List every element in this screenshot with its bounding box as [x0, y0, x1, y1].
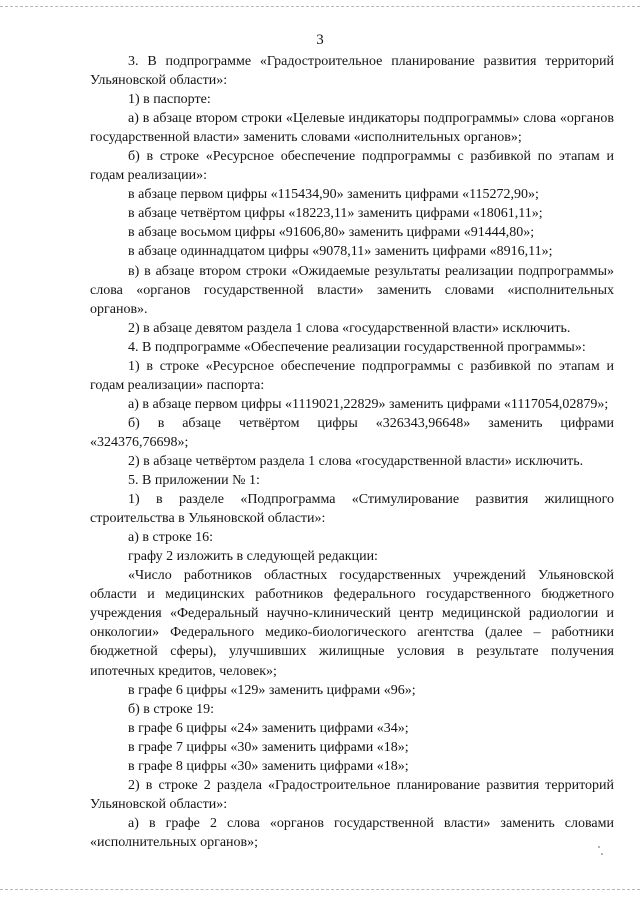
paragraph: б) в абзаце четвёртом цифры «326343,96648» заменить цифрами «324376,76698»; — [90, 415, 614, 450]
paragraph: а) в строке 16: — [128, 530, 214, 546]
paragraph: 1) в разделе «Подпрограмма «Стимулирование развития жилищного строительства в Ульяновской области»: — [90, 492, 614, 527]
paragraph: в абзаце одиннадцатом цифры «9078,11» заменить цифрами «8916,11»; — [128, 244, 553, 260]
paragraph: 2) в строке 2 раздела «Градостроительное планирование развития территорий Ульяновской области»: — [90, 777, 614, 812]
paragraph: 2) в абзаце четвёртом раздела 1 слова «государственной власти» исключить. — [128, 453, 584, 469]
paragraph: 1) в строке «Ресурсное обеспечение подпрограммы с разбивкой по этапам и годам реализации» паспорта: — [90, 358, 614, 393]
paragraph: в абзаце первом цифры «115434,90» заменить цифрами «115272,90»; — [128, 187, 539, 203]
scan-speck — [598, 846, 600, 848]
paragraph: 5. В приложении № 1: — [128, 473, 260, 489]
paragraph: «Число работников областных государственных учреждений Ульяновской области и медицинских работников федерального государственного бюджетного учреждения «Федеральный научно-клинический центр медицинской радиологии и онкологии» Федерального медико-биологического агентства (далее – работники бюджетной сферы), улучшивших жилищные условия в результате получения ипотечных кредитов, человек»; — [90, 568, 614, 679]
paragraph: в абзаце восьмом цифры «91606,80» заменить цифрами «91444,80»; — [128, 225, 535, 241]
paragraph: б) в строке 19: — [128, 701, 214, 717]
paragraph: в графе 8 цифры «30» заменить цифрами «18»; — [128, 758, 409, 774]
paragraph: а) в графе 2 слова «органов государственной власти» заменить словами «исполнительных органов»; — [90, 815, 614, 850]
page-number: 3 — [316, 32, 324, 48]
paragraph: 3. В подпрограмме «Градостроительное планирование развития территорий Ульяновской области»: — [90, 54, 614, 89]
paragraph: в графе 7 цифры «30» заменить цифрами «18»; — [128, 739, 409, 755]
paragraph: в графе 6 цифры «129» заменить цифрами «96»; — [128, 682, 416, 698]
paragraph: 4. В подпрограмме «Обеспечение реализации государственной программы»: — [128, 339, 586, 355]
paragraph: в) в абзаце втором строки «Ожидаемые результаты реализации подпрограммы» слова «органов государственной власти» заменить словами «исполнительных органов». — [90, 263, 614, 317]
paragraph: в абзаце четвёртом цифры «18223,11» заменить цифрами «18061,11»; — [128, 206, 543, 222]
scan-edge-bottom — [0, 889, 640, 890]
paragraph: а) в абзаце первом цифры «1119021,22829» заменить цифрами «1117054,02879»; — [128, 396, 609, 412]
paragraph: б) в строке «Ресурсное обеспечение подпрограммы с разбивкой по этапам и годам реализации»: — [90, 149, 614, 184]
paragraph: а) в абзаце втором строки «Целевые индикаторы подпрограммы» слова «органов государственной власти» заменить словами «исполнительных органов»; — [90, 111, 614, 146]
paragraph: в графе 6 цифры «24» заменить цифрами «34»; — [128, 720, 409, 736]
paragraph: 2) в абзаце девятом раздела 1 слова «государственной власти» исключить. — [128, 320, 571, 336]
scan-edge-top — [0, 6, 640, 7]
scan-speck — [601, 853, 603, 855]
document-body — [90, 52, 614, 852]
paragraph: 1) в паспорте: — [128, 92, 211, 108]
paragraph: графу 2 изложить в следующей редакции: — [128, 549, 378, 565]
